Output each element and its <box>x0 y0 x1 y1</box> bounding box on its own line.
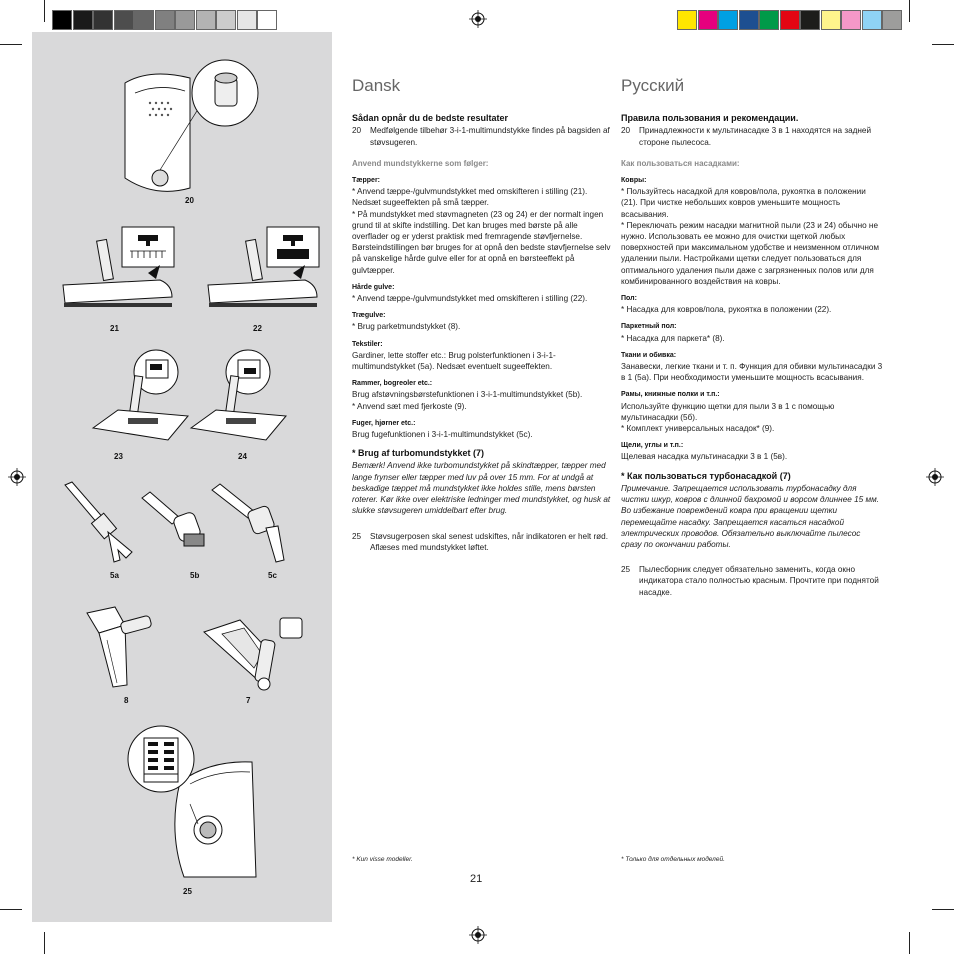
grey-swatch <box>257 10 277 30</box>
figure-label: 21 <box>110 324 119 333</box>
section-heading: * Brug af turbomundstykket (7) <box>352 448 485 459</box>
color-swatch <box>882 10 902 30</box>
item-text: Пылесборник следует обязательно заменить, когда окно индикатора стало полностью красным. Прочтите при поднятой насадке. <box>639 565 879 597</box>
grey-swatch <box>175 10 195 30</box>
crevice-nozzle-illustration <box>210 482 295 567</box>
language-title: Русский <box>621 76 685 95</box>
category-heading: Щели, углы и т.п.: <box>621 442 684 450</box>
crop-mark <box>44 932 45 954</box>
dust-magnet-nozzle-24-illustration <box>186 348 291 448</box>
figure-label: 5b <box>190 571 200 580</box>
grey-swatch <box>134 10 154 30</box>
category-heading: Hårde gulve: <box>352 283 395 291</box>
crop-mark <box>0 44 22 45</box>
grey-swatch <box>93 10 113 30</box>
category-heading: Рамы, книжные полки и т.п.: <box>621 391 720 399</box>
figure-label: 7 <box>246 696 251 705</box>
item-number: 20 <box>621 126 631 136</box>
color-swatch <box>739 10 759 30</box>
crop-mark <box>909 932 910 954</box>
category-text: * Комплект универсальных насадок* (9). <box>621 424 775 434</box>
crop-mark <box>0 909 22 910</box>
color-swatch <box>677 10 697 30</box>
grey-swatch <box>52 10 72 30</box>
color-swatch <box>718 10 738 30</box>
category-text: * På mundstykket med støvmagneten (23 og 24) er der normalt ingen grund til at skifte indstilling. Det kan bruges med børste på alle overflader og er yderst praktisk med fremragende støvfjernelse. Børsteindstillingen bør bruges for at opnå den bedste støvfjernelse selv på vanskelige hårde gulve eller for at opnå en børsteeffekt på gulvtæpper. <box>352 209 611 275</box>
item-text: Medfølgende tilbehør 3-i-1-multimundstykke findes på bagsiden af støvsugeren. <box>370 126 610 147</box>
category-text: Gardiner, lette stoffer etc.: Brug polsterfunktionen i 3-i-1-multimundstykket (5a). Nedsæt eventuelt sugeeffekten. <box>352 350 556 372</box>
item-text: Принадлежности к мультинасадке 3 в 1 находятся на задней стороне пылесоса. <box>639 126 872 147</box>
numbered-item <box>621 564 883 598</box>
language-title: Dansk <box>352 76 401 95</box>
category-text: * Пользуйтесь насадкой для ковров/пола, рукоятка в положении (21). При чистке небольших ковров уменьшите мощность всасывания. <box>621 187 866 219</box>
category-heading: Ковры: <box>621 177 647 185</box>
figure-label: 22 <box>253 324 262 333</box>
category-text: Используйте функцию щетки для пыли 3 в 1 с помощью мультинасадки (5б). <box>621 401 835 422</box>
figure-label: 8 <box>124 696 129 705</box>
grey-swatch <box>73 10 93 30</box>
crop-mark <box>909 0 910 22</box>
category-text: Brug fugefunktionen i 3-i-1-multimundstykket (5c). <box>352 430 533 440</box>
category-heading: Ткани и обивка: <box>621 351 677 359</box>
turbo-note: Bemærk! Anvend ikke turbomundstykket på skindtæpper, tæpper med lange frynser eller tæpper med luv på over 15 mm. For at undgå at beskadige tæppet må mundstykket ikke holdes stille, mens børsten roterer. Kør ikke over elektriske ledninger med mundstykket, og husk at slukke støvsugeren umiddelbart efter brug. <box>352 461 611 516</box>
grey-swatch <box>196 10 216 30</box>
floor-nozzle-hard-floor-illustration <box>205 225 325 320</box>
grey-swatch <box>216 10 236 30</box>
category-heading: Rammer, bogreoler etc.: <box>352 380 433 388</box>
category-text: Brug afstøvningsbørstefunktionen i 3-i-1-multimundstykket (5b). <box>352 390 583 400</box>
section-heading: * Как пользоваться турбонасадкой (7) <box>621 470 791 481</box>
color-swatch <box>800 10 820 30</box>
danish-column <box>352 76 614 553</box>
dust-magnet-nozzle-23-illustration <box>88 348 193 448</box>
grey-swatch <box>237 10 257 30</box>
category-text: * Насадка для ковров/пола, рукоятка в положении (22). <box>621 305 832 315</box>
category-text: Занавески, легкие ткани и т. п. Функция для обивки мультинасадки 3 в 1 (5a). При необходимости уменьшите мощность всасывания. <box>621 362 883 383</box>
category-text: * Anvend sæt med fjerkoste (9). <box>352 401 467 411</box>
dustbag-indicator-illustration <box>120 722 260 882</box>
registration-mark-icon <box>469 10 487 28</box>
section-heading: Правила пользования и рекомендации. <box>621 113 799 124</box>
parquet-nozzle-illustration <box>85 605 160 690</box>
item-number: 20 <box>352 126 362 136</box>
figure-label: 25 <box>183 887 192 896</box>
numbered-item <box>621 125 883 147</box>
floor-nozzle-carpet-illustration <box>60 225 180 320</box>
grey-swatch <box>155 10 175 30</box>
category-heading: Tekstiler: <box>352 340 383 348</box>
page-number: 21 <box>470 873 483 885</box>
section-heading: Sådan opnår du de bedste resultater <box>352 113 509 124</box>
item-number: 25 <box>352 531 362 541</box>
figure-label: 24 <box>238 452 247 461</box>
color-swatch <box>759 10 779 30</box>
registration-mark-icon <box>8 468 26 486</box>
turbo-note: Примечание. Запрещается использовать турбонасадку для чистки шкур, ковров с длинной бахромой и ворсом длиннее 15 мм. Во избежание повреждений ковра при вращении щетки перемещайте насадку. Запрещается касаться насадкой электрических проводов. Обязательно выключайте пылесос сразу по окончании работы. <box>621 483 879 549</box>
category-text: * Насадка для паркета* (8). <box>621 333 725 343</box>
footnote: * Kun visse modeller. <box>352 856 413 863</box>
numbered-item <box>352 125 614 147</box>
registration-mark-icon <box>926 468 944 486</box>
category-heading: Trægulve: <box>352 312 386 320</box>
category-text: * Anvend tæppe-/gulvmundstykket med omskifteren i stilling (22). <box>352 294 588 304</box>
figure-label: 5a <box>110 571 119 580</box>
category-heading: Fuger, hjørner etc.: <box>352 419 416 427</box>
figure-label: 23 <box>114 452 123 461</box>
figure-label: 20 <box>185 196 194 205</box>
figure-label: 5c <box>268 571 277 580</box>
russian-column <box>621 76 883 598</box>
category-heading: Паркетный пол: <box>621 323 677 331</box>
item-number: 25 <box>621 565 631 575</box>
grey-swatch <box>114 10 134 30</box>
registration-mark-icon <box>469 926 487 944</box>
color-swatch <box>698 10 718 30</box>
subsection-heading: Как пользоваться насадками: <box>621 158 740 168</box>
category-heading: Tæpper: <box>352 177 380 185</box>
category-text: * Brug parketmundstykket (8). <box>352 322 461 332</box>
category-text: Щелевая насадка мультинасадки 3 в 1 (5в). <box>621 452 788 462</box>
item-text: Støvsugerposen skal senest udskiftes, når indikatoren er helt rød. Aflæses med mundstykket løftet. <box>370 531 609 552</box>
color-swatch <box>780 10 800 30</box>
color-swatch <box>821 10 841 30</box>
dusting-brush-illustration <box>140 490 220 560</box>
color-swatch <box>841 10 861 30</box>
crop-mark <box>44 0 45 22</box>
vacuum-accessory-illustration <box>120 58 260 208</box>
category-text: * Переключать режим насадки магнитной пыли (23 и 24) обычно не нужно. Использовать ее можно для очистки щеткой любых поверхностей при максимальном удобстве и неизменном отличном удалении пыли. Настройками щетки следует пользоваться для оптимального удаления пыли даже с загрязненных полов или для комбинированного воздействия на ковры. <box>621 220 880 286</box>
crop-mark <box>932 44 954 45</box>
turbo-nozzle-illustration <box>200 612 310 692</box>
footnote: * Только для отдельных моделей. <box>621 856 725 863</box>
crop-mark <box>932 909 954 910</box>
color-swatch <box>862 10 882 30</box>
numbered-item <box>352 531 614 553</box>
subsection-heading: Anvend mundstykkerne som følger: <box>352 158 489 168</box>
category-heading: Пол: <box>621 295 637 303</box>
category-text: * Anvend tæppe-/gulvmundstykket med omskifteren i stilling (21). Nedsæt sugeeffekten på små tæpper. <box>352 187 588 208</box>
